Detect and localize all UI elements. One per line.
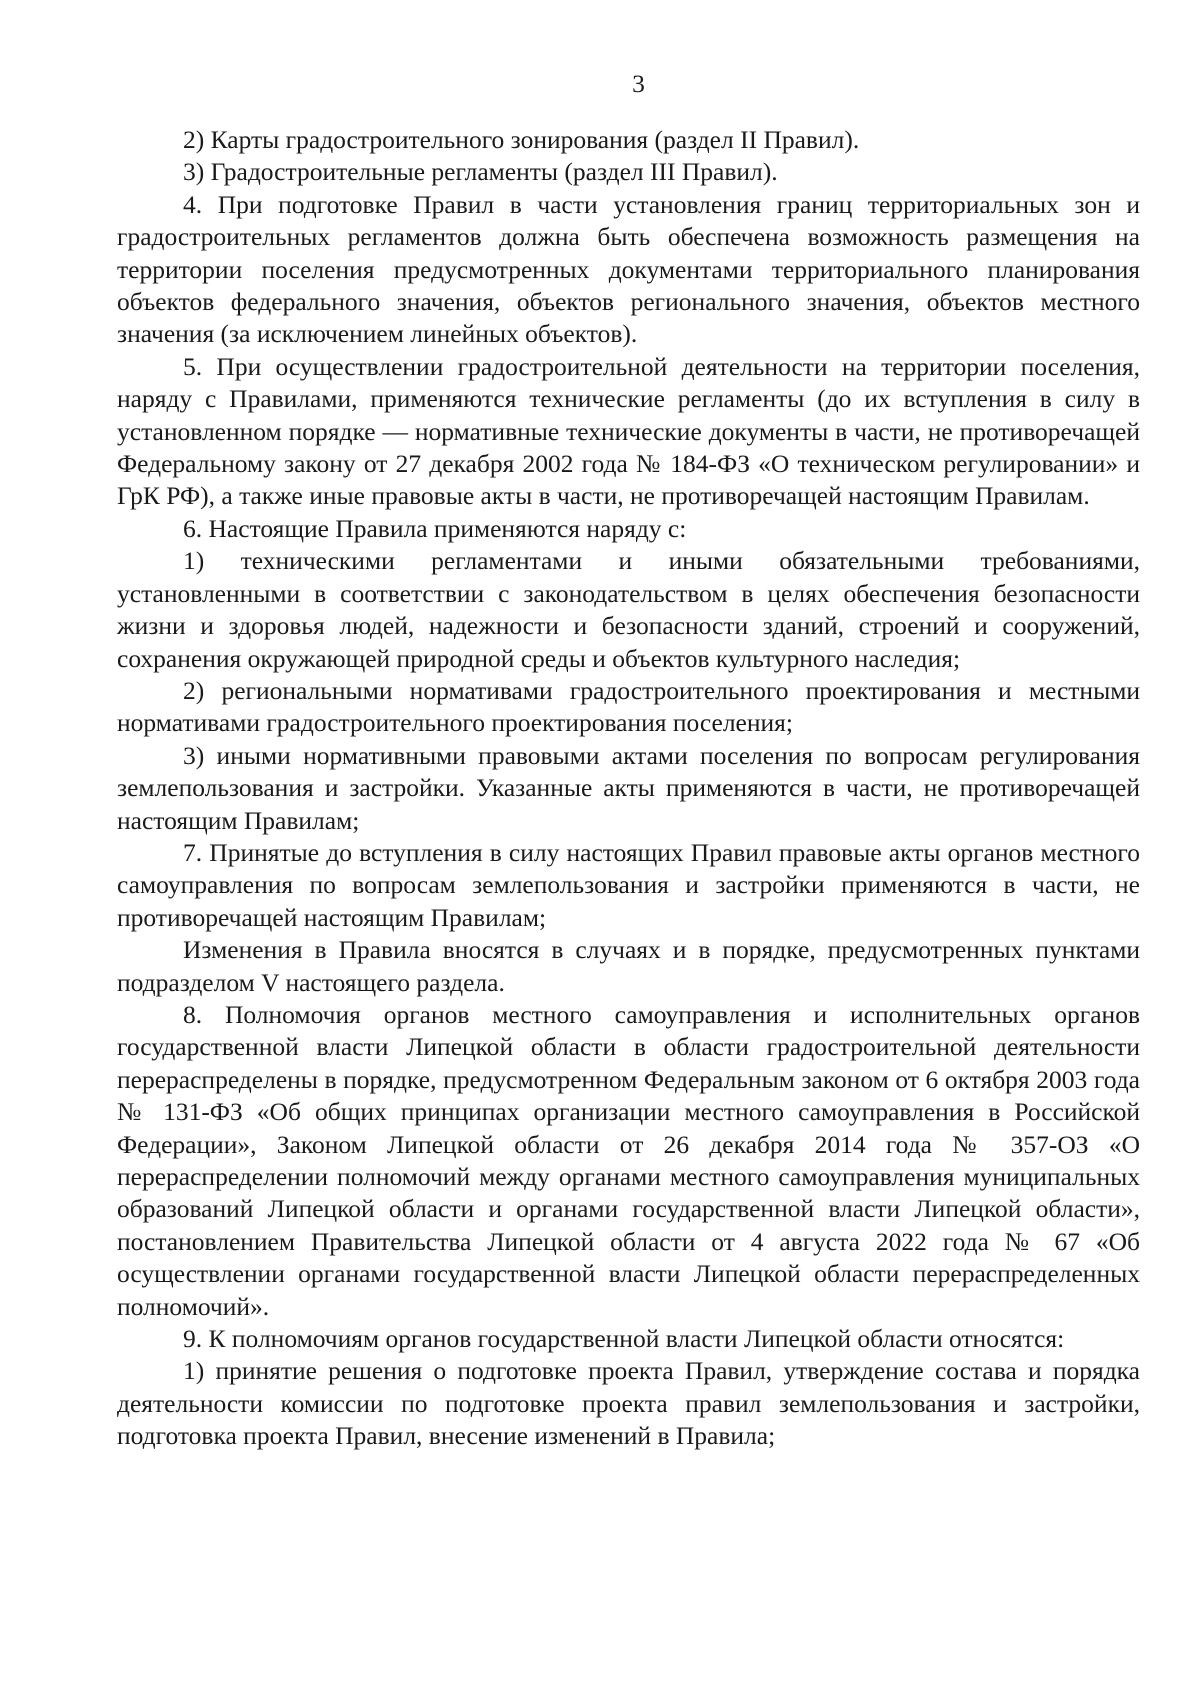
paragraph-item-3-regulations: 3) Градостроительные регламенты (раздел III Правил). — [183, 157, 778, 187]
paragraph-clause-8: 8. Полномочия органов местного самоуправления и исполнительных органов государственной власти Липецкой области в области градостроительной деятельности перераспределены в порядке, предусмотренном Федеральным законом от 6 октября 2003 года № 131-ФЗ «Об общих принципах организации местного самоуправления в Российской Федерации», Законом Липецкой области от 26 декабря 2014 года № 357-ОЗ «О перераспределении полномочий между органами местного самоуправления муниципальных образований Липецкой области и органами государственной власти Липецкой области», постановлением Правительства Липецкой области от 4 августа 2022 года № 67 «Об осуществлении органами государственной власти Липецкой области перераспределенных полномочий». — [117, 999, 1140, 1321]
paragraph-clause-9-item-1: 1) принятие решения о подготовке проекта Правил, утверждение состава и порядка деятельности комиссии по подготовке проекта правил землепользования и застройки, подготовка проекта Правил, внесение изменений в Правила; — [117, 1356, 1140, 1451]
paragraph-clause-7: 7. Принятые до вступления в силу настоящих Правил правовые акты органов местного самоуправления по вопросам землепользования и застройки применяются в части, не противоречащей настоящим Правилам; — [117, 837, 1140, 932]
paragraph-amendments: Изменения в Правила вносятся в случаях и в порядке, предусмотренных пунктами подразделом V настоящего раздела. — [117, 935, 1140, 997]
page-number: 3 — [632, 69, 645, 98]
paragraph-clause-9: 9. К полномочиям органов государственной власти Липецкой области относятся: — [183, 1324, 1065, 1354]
paragraph-clause-4: 4. При подготовке Правил в части установления границ территориальных зон и градостроительных регламентов должна быть обеспечена возможность размещения на территории поселения предусмотренных документами территориального планирования объектов федерального значения, объектов регионального значения, объектов местного значения (за исключением линейных объектов). — [117, 189, 1140, 349]
paragraph-clause-6-item-3: 3) иными нормативными правовыми актами поселения по вопросам регулирования землепользования и застройки. Указанные акты применяются в части, не противоречащей настоящим Правилам; — [117, 740, 1140, 835]
paragraph-clause-5: 5. При осуществлении градостроительной деятельности на территории поселения, наряду с Правилами, применяются технические регламенты (до их вступления в силу в установленном порядке — нормативные технические документы в части, не противоречащей Федеральному закону от 27 декабря 2002 года № 184-ФЗ «О техническом регулировании» и ГрК РФ), а также иные правовые акты в части, не противоречащей настоящим Правилам. — [117, 351, 1140, 511]
paragraph-item-2-maps: 2) Карты градостроительного зонирования (раздел II Правил). — [183, 125, 860, 154]
paragraph-clause-6-item-2: 2) региональными нормативами градостроительного проектирования и местными нормативами градостроительного проектирования поселения; — [117, 675, 1140, 738]
paragraph-clause-6: 6. Настоящие Правила применяются наряду с: — [183, 513, 687, 543]
paragraph-clause-6-item-1: 1) техническими регламентами и иными обязательными требованиями, установленными в соответствии с законодательством в целях обеспечения безопасности жизни и здоровья людей, надежности и безопасности зданий, строений и сооружений, сохранения окружающей природной среды и объектов культурного наследия; — [117, 546, 1140, 673]
